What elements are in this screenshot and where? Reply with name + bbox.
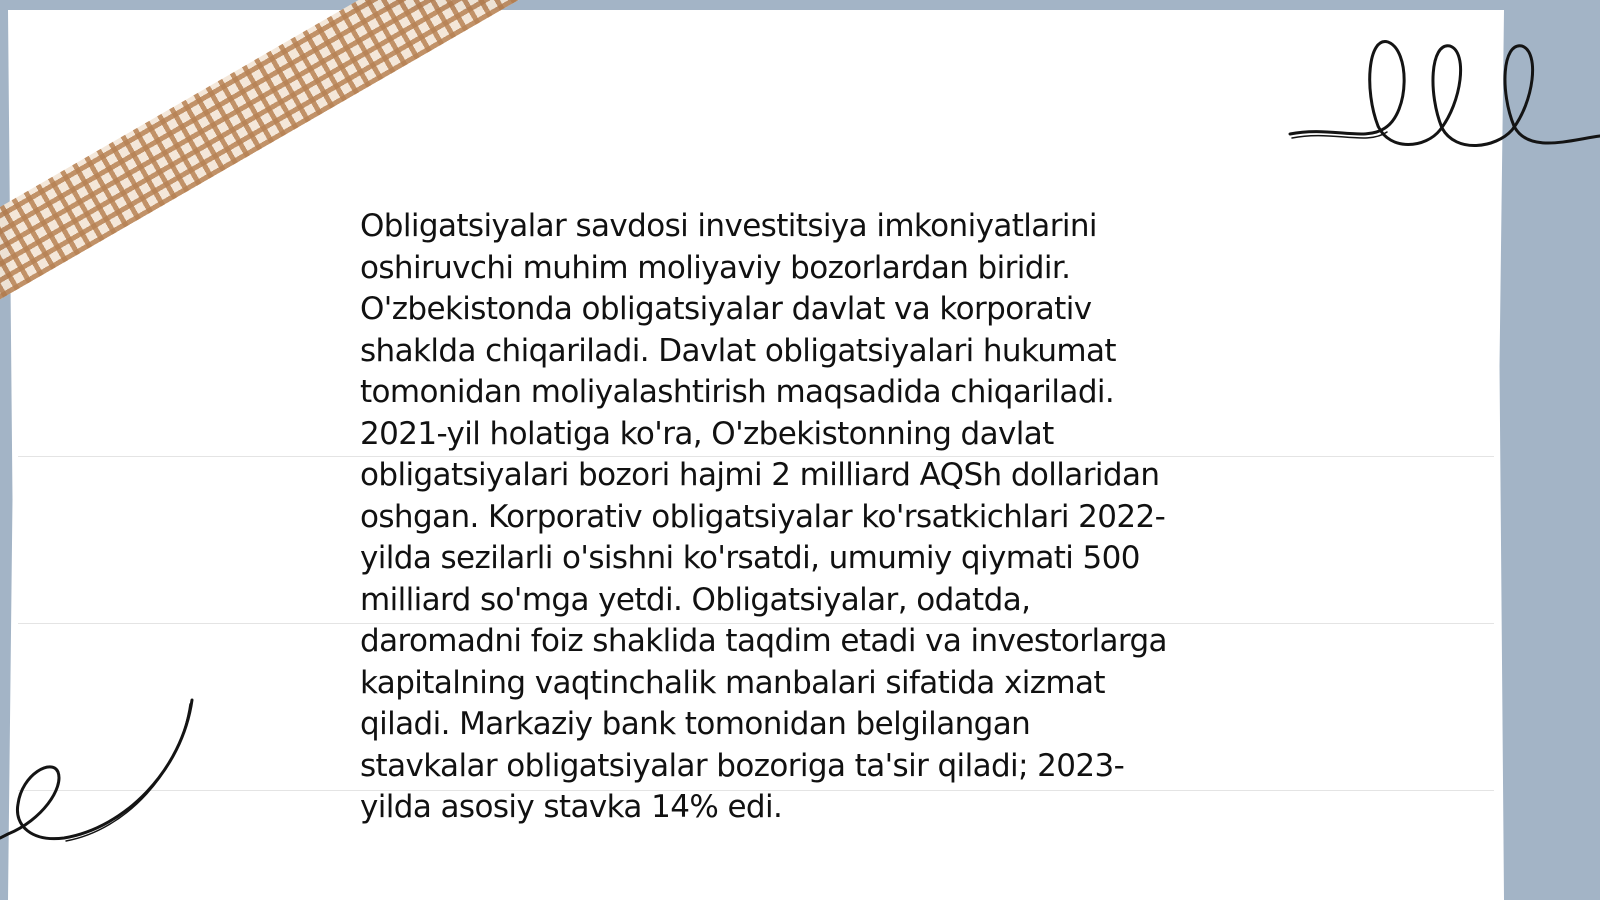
- loop-squiggle-top-right: [1290, 30, 1600, 160]
- body-paragraph: Obligatsiyalar savdosi investitsiya imkoniyatlarini oshiruvchi muhim moliyaviy bozorlardan biridir. O'zbekistonda obligatsiyalar davlat va korporativ shaklda chiqariladi. Davlat obligatsiyalari hukumat tomonidan moliyalashtirish maqsadida chiqariladi. 2021-yil holatiga ko'ra, O'zbekistonning davlat obligatsiyalari bozori hajmi 2 milliard AQSh dollaridan oshgan. Korporativ obligatsiyalar ko'rsatkichlari 2022- yilda sezilarli o'sishni ko'rsatdi, umumiy qiymati 500 milliard so'mga yetdi. Obligatsiyalar, odatda, daromadni foiz shaklida taqdim etadi va investorlarga kapitalning vaqtinchalik manbalari sifatida xizmat qiladi. Markaziy bank tomonidan belgilangan stavkalar obligatsiyalar bozoriga ta'sir qiladi; 2023- yilda asosiy stavka 14% edi.: [360, 208, 1167, 825]
- loop-squiggle-bottom-left: [0, 700, 200, 850]
